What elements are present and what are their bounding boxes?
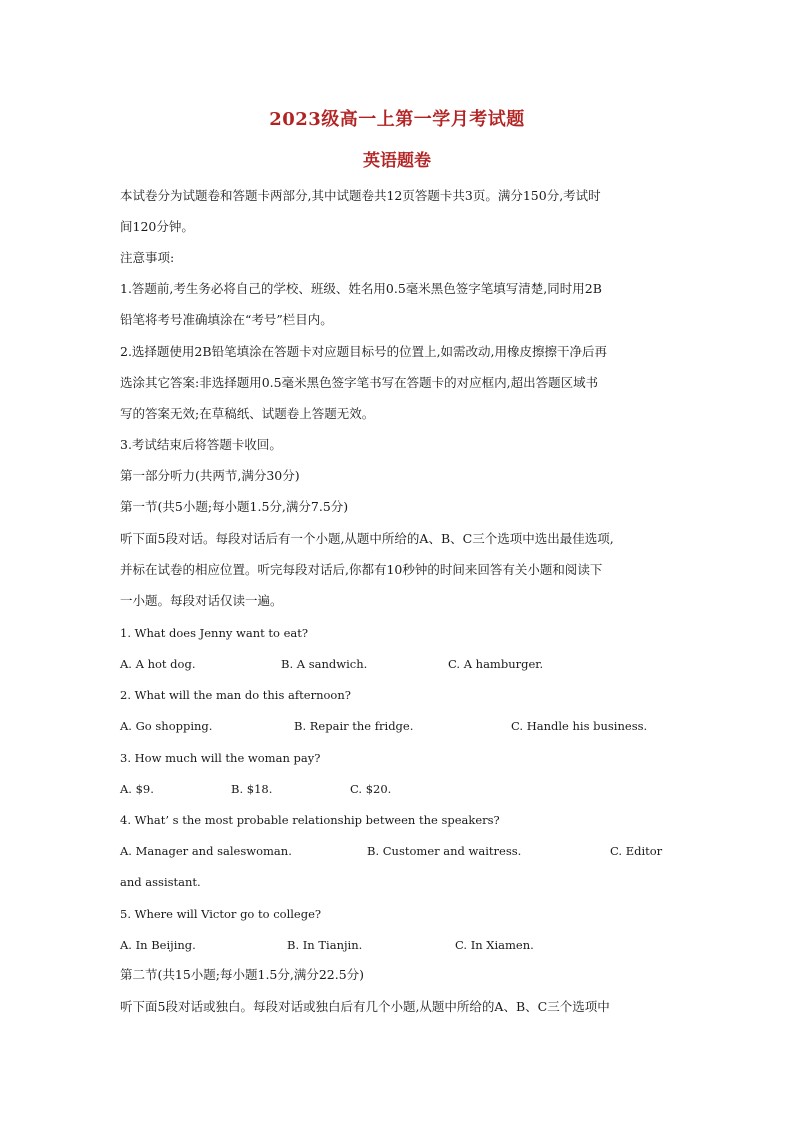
page-subtitle: 英语题卷 — [363, 151, 431, 171]
note-3: 3.考试结束后将答题卡收回。 — [120, 437, 282, 452]
question-3: 3. How much will the woman pay? — [120, 751, 321, 765]
question-5: 5. Where will Victor go to college? — [120, 907, 322, 921]
question-4: 4. What’ s the most probable relationship between the speakers? — [120, 813, 500, 827]
option-2a: A. Go shopping. — [120, 719, 213, 733]
question-1: 1. What does Jenny want to eat? — [120, 626, 309, 640]
section1-instruction-3: 一小题。每段对话仅读一遍。 — [120, 593, 283, 608]
option-1b: B. A sandwich. — [281, 657, 368, 671]
note-1-line-2: 铅笔将考号准确填涂在“考号”栏目内。 — [120, 312, 333, 327]
page-title: 2023级高一上第一学月考试题 — [269, 109, 525, 130]
option-5b: B. In Tianjin. — [287, 938, 363, 952]
option-2b: B. Repair the fridge. — [294, 719, 414, 733]
option-5c: C. In Xiamen. — [455, 938, 534, 952]
note-1-line-1: 1.答题前,考生务必将自己的学校、班级、姓名用0.5毫米黑色签字笔填写清楚,同时用2B — [120, 281, 602, 296]
note-2-line-1: 2.选择题使用2B铅笔填涂在答题卡对应题目标号的位置上,如需改动,用橡皮擦擦干净后再 — [120, 344, 608, 359]
option-4c-continued: and assistant. — [120, 875, 201, 889]
option-3a: A. $9. — [120, 782, 154, 796]
section2-instruction-1: 听下面5段对话或独白。每段对话或独白后有几个小题,从题中所给的A、B、C三个选项中 — [120, 999, 610, 1014]
part1-heading: 第一部分听力(共两节,满分30分) — [120, 468, 300, 483]
note-2-line-2: 选涂其它答案:非选择题用0.5毫米黑色签字笔书写在答题卡的对应框内,超出答题区域书 — [120, 375, 599, 390]
intro-line-1: 本试卷分为试题卷和答题卡两部分,其中试题卷共12页答题卡共3页。满分150分,考试时 — [120, 188, 601, 203]
note-2-line-3: 写的答案无效;在草稿纸、试题卷上答题无效。 — [120, 406, 375, 421]
section2-heading: 第二节(共15小题;每小题1.5分,满分22.5分) — [120, 967, 365, 982]
question-2: 2. What will the man do this afternoon? — [120, 688, 351, 702]
option-3b: B. $18. — [231, 782, 273, 796]
section1-heading: 第一节(共5小题;每小题1.5分,满分7.5分) — [120, 499, 349, 514]
notes-heading: 注意事项: — [120, 250, 175, 265]
option-4c: C. Editor — [610, 844, 663, 858]
option-4a: A. Manager and saleswoman. — [120, 844, 292, 858]
option-3c: C. $20. — [350, 782, 392, 796]
intro-line-2: 间120分钟。 — [120, 219, 194, 234]
section1-instruction-2: 并标在试卷的相应位置。听完每段对话后,你都有10秒钟的时间来回答有关小题和阅读下 — [120, 562, 603, 577]
option-5a: A. In Beijing. — [120, 938, 196, 952]
option-2c: C. Handle his business. — [511, 719, 648, 733]
option-1a: A. A hot dog. — [120, 657, 196, 671]
section1-instruction-1: 听下面5段对话。每段对话后有一个小题,从题中所给的A、B、C三个选项中选出最佳选项, — [120, 531, 614, 546]
option-1c: C. A hamburger. — [448, 657, 544, 671]
option-4b: B. Customer and waitress. — [367, 844, 522, 858]
